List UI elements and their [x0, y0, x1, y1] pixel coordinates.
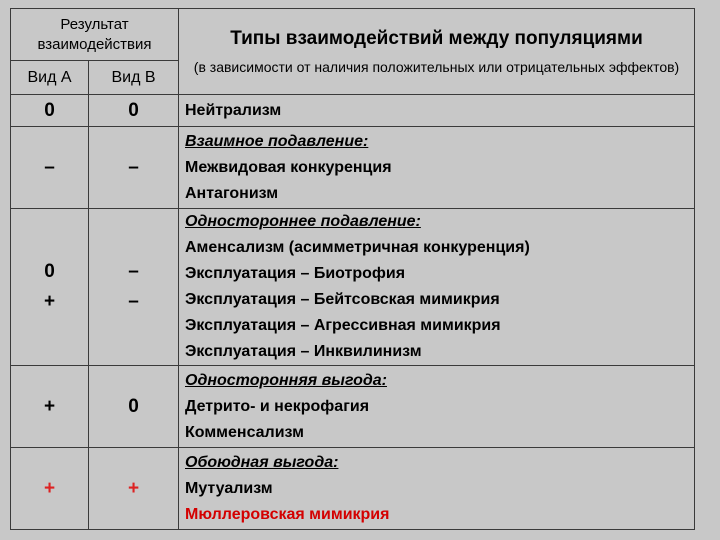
interaction-type: Межвидовая конкуренция [185, 158, 392, 176]
interaction-type: Мутуализм [185, 479, 273, 497]
interactions-table [10, 8, 695, 530]
species-a-effect: + [11, 448, 89, 530]
table-row [11, 448, 695, 530]
species-b-header: Вид В [89, 61, 179, 95]
species-a-effect: + [11, 366, 89, 448]
interaction-type: Эксплуатация – Биотрофия [185, 265, 406, 282]
interaction-type: Детрито- и некрофагия [185, 397, 370, 415]
category-heading: Взаимное подавление: [185, 132, 369, 150]
interaction-type: Эксплуатация – Бейтсовская мимикрия [185, 291, 500, 308]
species-a-effect: – [11, 127, 89, 209]
species-b-effect: – [89, 127, 179, 209]
table-title: Типы взаимодействий между популяциями [230, 27, 643, 49]
category-heading: Обоюдная выгода: [185, 453, 339, 471]
interaction-description [179, 127, 695, 209]
species-a-header: Вид А [11, 61, 89, 95]
title-cell [179, 9, 695, 95]
interaction-type-highlighted: Мюллеровская мимикрия [185, 505, 390, 523]
table-row [11, 127, 695, 209]
species-a-effect: 0 [11, 95, 89, 127]
species-b-effect: + [89, 448, 179, 530]
interaction-type: Эксплуатация – Инквилинизм [185, 343, 422, 360]
result-header: Результат взаимодействия [11, 9, 179, 61]
interaction-description [179, 209, 695, 366]
interaction-description [179, 448, 695, 530]
table-subtitle: (в зависимости от наличия положительных или отрицательных эффектов) [193, 58, 680, 75]
interaction-type: Эксплуатация – Агрессивная мимикрия [185, 317, 501, 334]
interaction-type: Антагонизм [185, 184, 279, 202]
interaction-description [179, 95, 695, 127]
interaction-type: Комменсализм [185, 423, 304, 441]
category-heading: Односторонняя выгода: [185, 371, 387, 389]
interaction-description [179, 366, 695, 448]
species-a-effect: 0 + [11, 209, 89, 366]
table-row [11, 366, 695, 448]
interaction-type: Нейтрализм [185, 101, 282, 119]
table-row [11, 95, 695, 127]
category-heading: Одностороннее подавление: [185, 213, 421, 230]
species-b-effect: 0 [89, 95, 179, 127]
species-b-effect: – – [89, 209, 179, 366]
table-row [11, 209, 695, 366]
species-b-effect: 0 [89, 366, 179, 448]
interaction-type: Аменсализм (асимметричная конкуренция) [185, 239, 530, 256]
